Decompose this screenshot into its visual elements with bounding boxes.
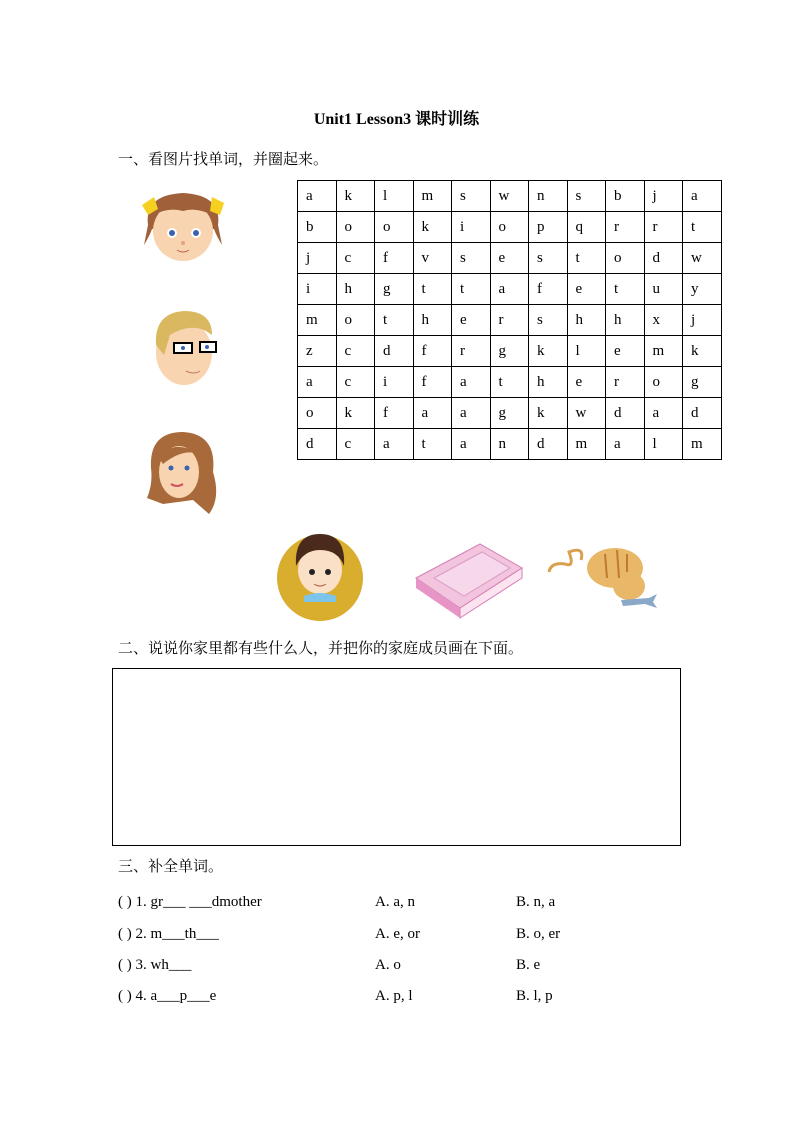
grid-cell[interactable]: t: [683, 212, 722, 243]
grid-cell[interactable]: m: [298, 305, 337, 336]
grid-cell[interactable]: b: [606, 181, 645, 212]
grid-cell[interactable]: c: [336, 367, 375, 398]
grid-cell[interactable]: y: [683, 274, 722, 305]
grid-cell[interactable]: s: [529, 243, 568, 274]
grid-cell[interactable]: f: [375, 243, 414, 274]
grid-cell[interactable]: d: [529, 429, 568, 460]
question-stem[interactable]: ( ) 4. a___p___e: [118, 988, 217, 1004]
section2-heading: 二、说说你家里都有些什么人，并把你的家庭成员画在下面。: [118, 639, 524, 657]
grid-cell[interactable]: f: [529, 274, 568, 305]
grid-cell[interactable]: a: [683, 181, 722, 212]
grid-cell[interactable]: a: [490, 274, 529, 305]
grid-cell[interactable]: g: [375, 274, 414, 305]
grid-cell[interactable]: e: [567, 367, 606, 398]
grid-cell[interactable]: a: [375, 429, 414, 460]
grid-cell[interactable]: k: [529, 398, 568, 429]
grid-cell[interactable]: w: [567, 398, 606, 429]
grid-cell[interactable]: a: [298, 181, 337, 212]
grid-cell[interactable]: n: [529, 181, 568, 212]
grid-cell[interactable]: i: [298, 274, 337, 305]
grid-cell[interactable]: a: [606, 429, 645, 460]
grid-row: [298, 243, 722, 274]
grid-cell[interactable]: k: [336, 398, 375, 429]
grid-cell[interactable]: t: [452, 274, 491, 305]
grid-cell[interactable]: o: [298, 398, 337, 429]
grid-cell[interactable]: e: [452, 305, 491, 336]
grid-cell[interactable]: x: [644, 305, 683, 336]
option-a: A. a, n: [375, 894, 415, 910]
grid-cell[interactable]: j: [644, 181, 683, 212]
section3-heading: 三、补全单词。: [118, 857, 224, 875]
grid-cell[interactable]: k: [529, 336, 568, 367]
grid-cell[interactable]: b: [298, 212, 337, 243]
grid-cell[interactable]: m: [644, 336, 683, 367]
boy-face-icon: [276, 526, 364, 621]
grid-cell[interactable]: m: [683, 429, 722, 460]
grid-cell[interactable]: h: [336, 274, 375, 305]
grid-cell[interactable]: e: [606, 336, 645, 367]
grid-cell[interactable]: h: [529, 367, 568, 398]
mother-face-icon: [143, 428, 221, 518]
girl-face-icon: [136, 185, 231, 265]
grid-cell[interactable]: g: [490, 336, 529, 367]
grid-cell[interactable]: j: [298, 243, 337, 274]
grid-cell[interactable]: w: [683, 243, 722, 274]
grid-cell[interactable]: a: [644, 398, 683, 429]
grid-row: [298, 429, 722, 460]
grid-cell[interactable]: o: [644, 367, 683, 398]
grid-cell[interactable]: o: [606, 243, 645, 274]
grid-cell[interactable]: k: [683, 336, 722, 367]
grid-row: [298, 367, 722, 398]
section1-heading: 一、看图片找单词，并圈起来。: [118, 150, 329, 168]
grid-cell[interactable]: d: [375, 336, 414, 367]
grid-cell[interactable]: l: [567, 336, 606, 367]
father-face-icon: [150, 305, 222, 390]
grid-cell[interactable]: o: [336, 212, 375, 243]
grid-cell[interactable]: t: [567, 243, 606, 274]
grid-row: [298, 398, 722, 429]
grid-cell[interactable]: d: [298, 429, 337, 460]
grid-cell[interactable]: a: [298, 367, 337, 398]
grid-cell[interactable]: u: [644, 274, 683, 305]
grid-cell[interactable]: f: [413, 367, 452, 398]
option-a: A. p, l: [375, 988, 413, 1004]
grid-cell[interactable]: n: [490, 429, 529, 460]
grid-cell[interactable]: d: [683, 398, 722, 429]
word-search-grid: [297, 180, 722, 460]
grid-cell[interactable]: o: [490, 212, 529, 243]
grid-cell[interactable]: d: [644, 243, 683, 274]
grid-cell[interactable]: t: [413, 274, 452, 305]
grid-cell[interactable]: m: [413, 181, 452, 212]
grid-row: [298, 181, 722, 212]
option-b: B. n, a: [516, 894, 556, 910]
grid-cell[interactable]: h: [567, 305, 606, 336]
grid-cell[interactable]: s: [529, 305, 568, 336]
grid-cell[interactable]: g: [683, 367, 722, 398]
cat-icon: [545, 542, 660, 610]
grid-cell[interactable]: i: [452, 212, 491, 243]
question-stem[interactable]: ( ) 3. wh___: [118, 957, 192, 973]
grid-cell[interactable]: l: [375, 181, 414, 212]
grid-cell[interactable]: w: [490, 181, 529, 212]
book-icon: [410, 538, 525, 620]
grid-cell[interactable]: g: [490, 398, 529, 429]
option-b: B. e: [516, 957, 541, 973]
grid-cell[interactable]: m: [567, 429, 606, 460]
grid-cell[interactable]: s: [452, 181, 491, 212]
option-a: A. e, or: [375, 926, 420, 942]
grid-cell[interactable]: h: [606, 305, 645, 336]
option-b: B. o, er: [516, 926, 561, 942]
grid-cell[interactable]: t: [490, 367, 529, 398]
grid-cell[interactable]: o: [336, 305, 375, 336]
grid-cell[interactable]: q: [567, 212, 606, 243]
grid-cell[interactable]: c: [336, 429, 375, 460]
grid-cell[interactable]: t: [413, 429, 452, 460]
grid-cell[interactable]: v: [413, 243, 452, 274]
option-a: A. o: [375, 957, 401, 973]
grid-cell[interactable]: r: [606, 212, 645, 243]
grid-cell[interactable]: a: [452, 367, 491, 398]
grid-cell[interactable]: r: [644, 212, 683, 243]
grid-cell[interactable]: d: [606, 398, 645, 429]
grid-cell[interactable]: f: [375, 398, 414, 429]
grid-cell[interactable]: t: [375, 305, 414, 336]
grid-cell[interactable]: c: [336, 243, 375, 274]
grid-cell[interactable]: e: [567, 274, 606, 305]
grid-cell[interactable]: a: [452, 398, 491, 429]
grid-cell[interactable]: r: [452, 336, 491, 367]
question-stem[interactable]: ( ) 1. gr___ ___dmother: [118, 894, 262, 910]
grid-cell[interactable]: o: [375, 212, 414, 243]
page-title: Unit1 Lesson3 课时训练: [313, 111, 480, 128]
grid-cell[interactable]: c: [336, 336, 375, 367]
grid-cell[interactable]: k: [413, 212, 452, 243]
grid-cell[interactable]: f: [413, 336, 452, 367]
family-drawing-area[interactable]: [112, 668, 681, 846]
question-stem[interactable]: ( ) 2. m___th___: [118, 926, 219, 942]
grid-cell[interactable]: r: [606, 367, 645, 398]
grid-cell[interactable]: l: [644, 429, 683, 460]
grid-cell[interactable]: j: [683, 305, 722, 336]
grid-cell[interactable]: p: [529, 212, 568, 243]
grid-cell[interactable]: i: [375, 367, 414, 398]
grid-cell[interactable]: z: [298, 336, 337, 367]
option-b: B. l, p: [516, 988, 553, 1004]
grid-cell[interactable]: e: [490, 243, 529, 274]
grid-cell[interactable]: k: [336, 181, 375, 212]
grid-cell[interactable]: r: [490, 305, 529, 336]
grid-row: [298, 212, 722, 243]
grid-cell[interactable]: a: [452, 429, 491, 460]
grid-cell[interactable]: s: [452, 243, 491, 274]
grid-row: [298, 305, 722, 336]
grid-row: [298, 274, 722, 305]
grid-row: [298, 336, 722, 367]
grid-cell[interactable]: a: [413, 398, 452, 429]
grid-cell[interactable]: h: [413, 305, 452, 336]
grid-cell[interactable]: t: [606, 274, 645, 305]
grid-cell[interactable]: s: [567, 181, 606, 212]
